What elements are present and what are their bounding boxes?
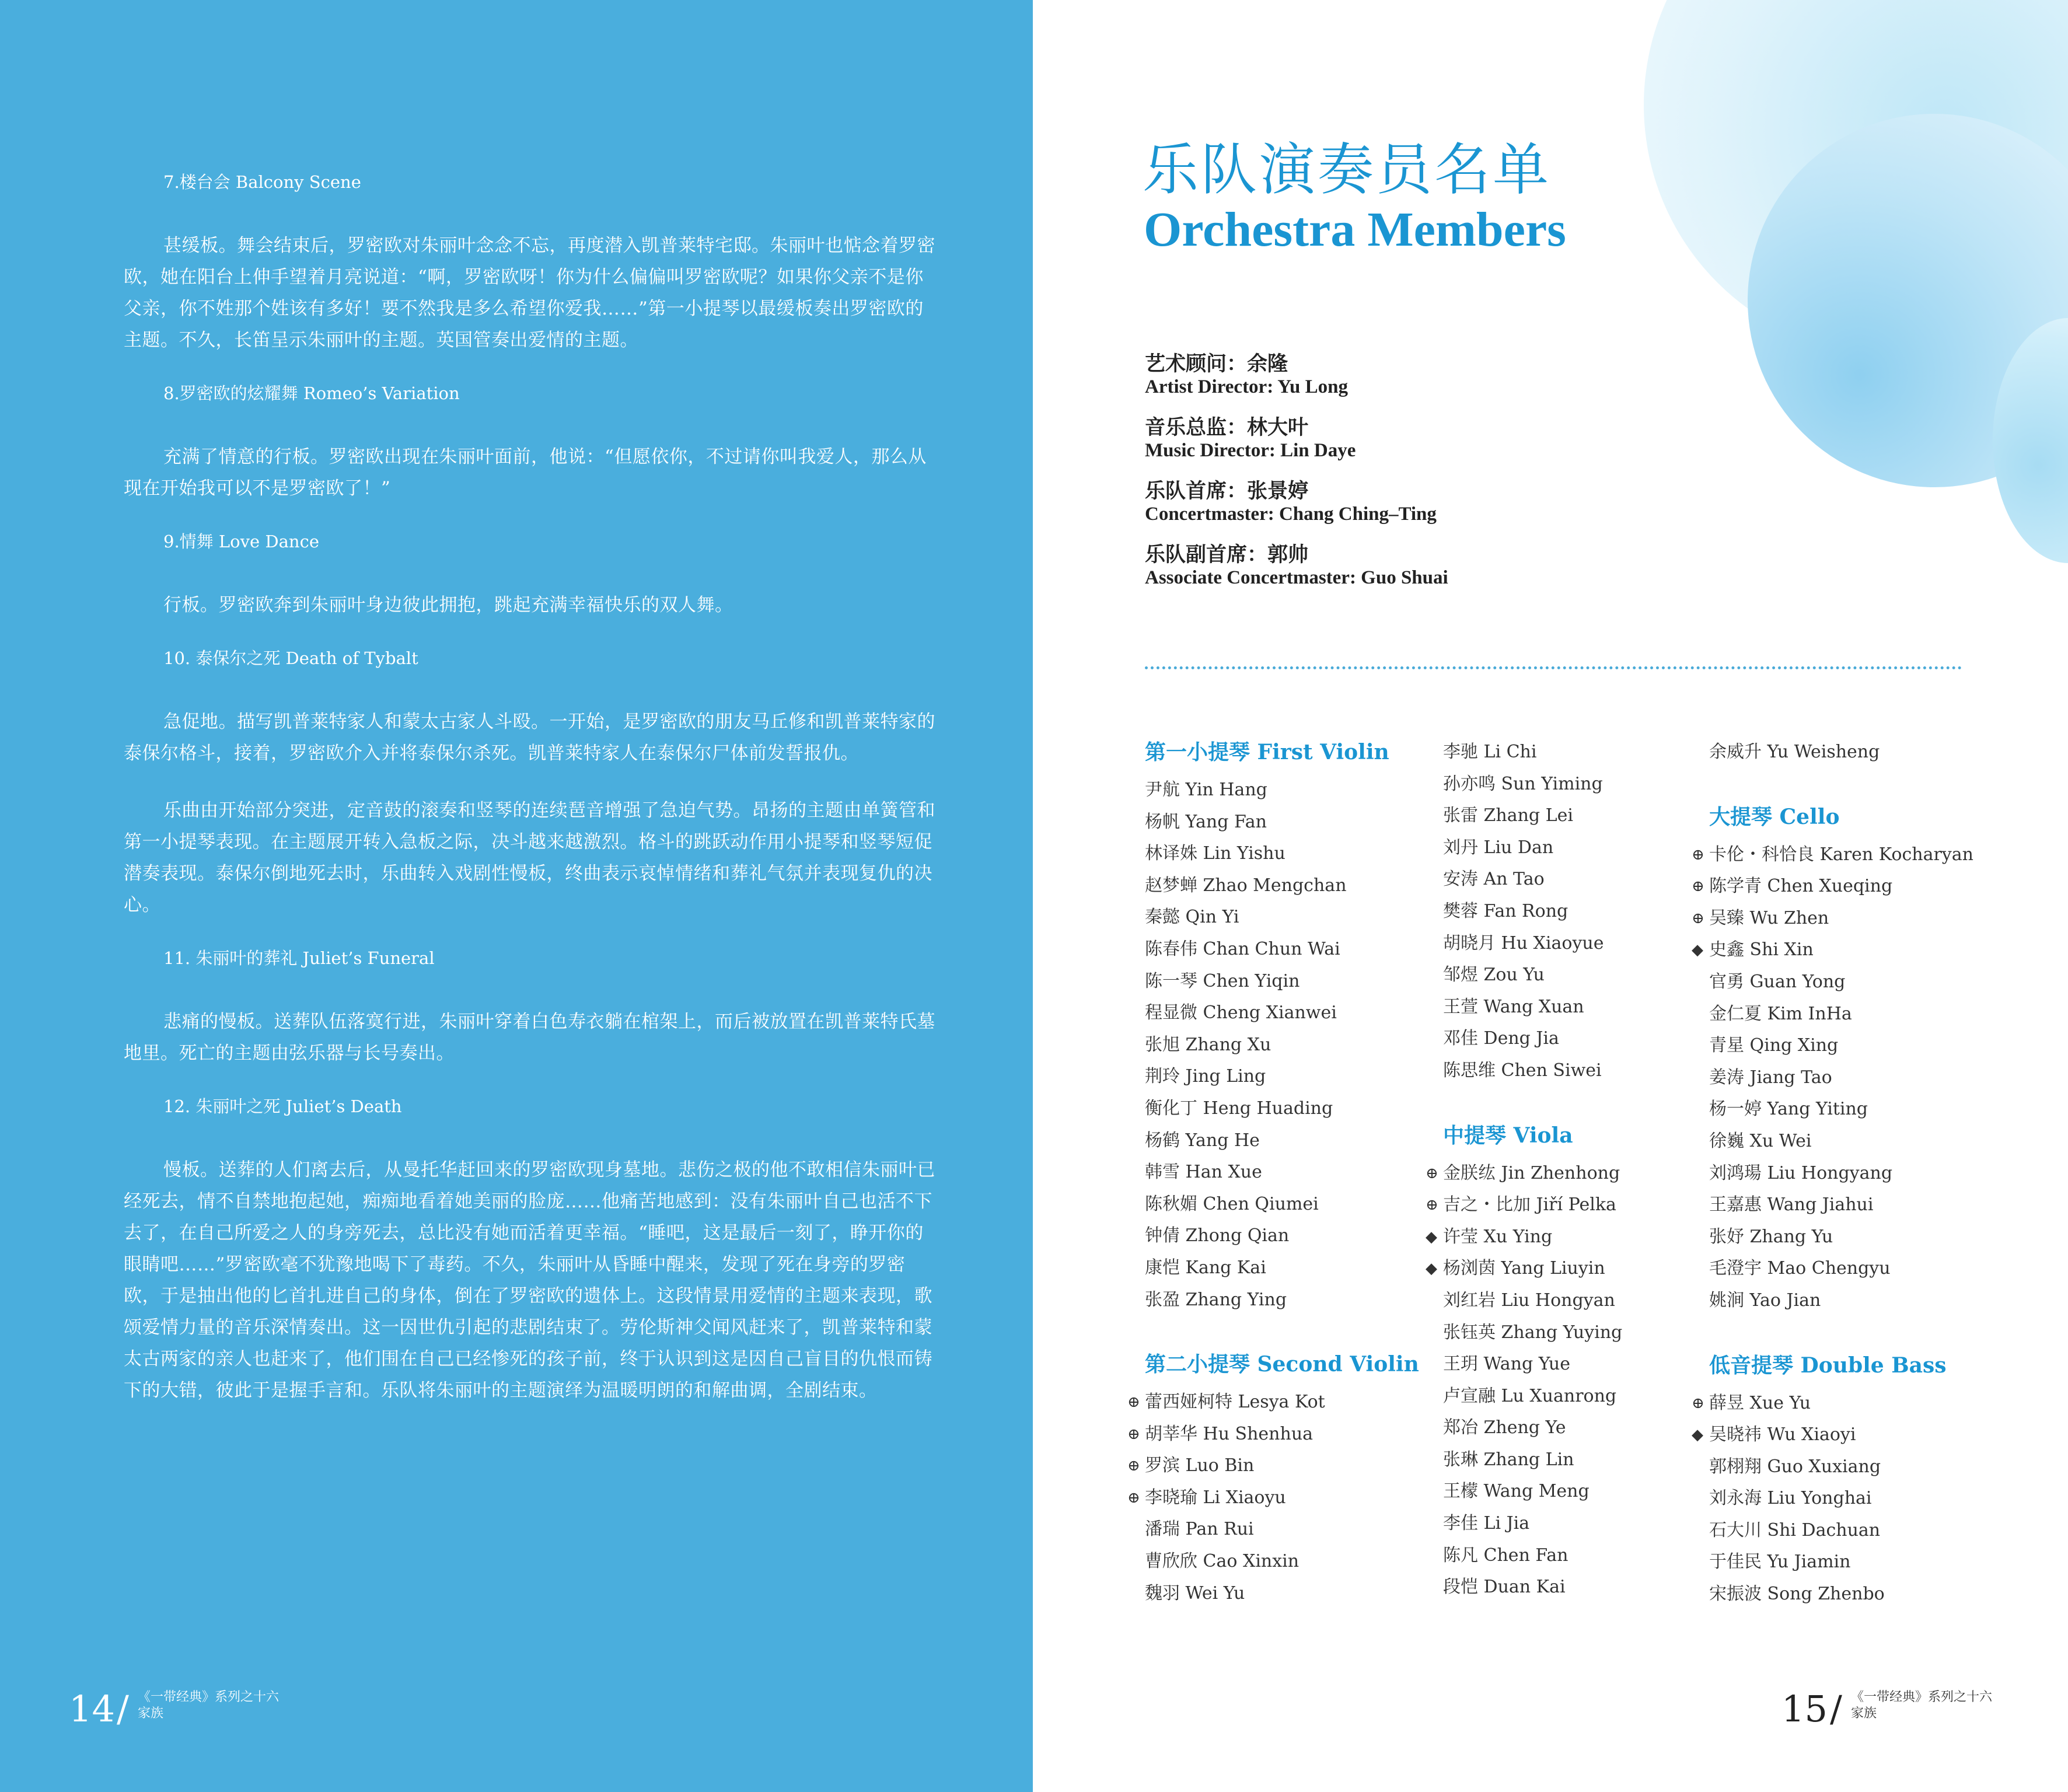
member-row (1709, 1158, 1989, 1190)
member-row (1443, 1349, 1723, 1381)
section-heading-cello: 大提琴 Cello (1709, 804, 1840, 829)
member-name: 魏羽 Wei Yu (1145, 1583, 1245, 1604)
member-name: 余威升 Yu Weisheng (1709, 742, 1880, 762)
circle-plus-marker-icon: ⊕ (1426, 1196, 1438, 1214)
member-name: 石大川 Shi Dachuan (1709, 1519, 1881, 1541)
member-row (1692, 1419, 1989, 1451)
member-row (1145, 1061, 1425, 1093)
member-name: 金仁夏 Kim InHa (1709, 1003, 1852, 1024)
member-name: 宋振波 Song Zhenbo (1709, 1584, 1885, 1605)
page-slash-right: / (1830, 1688, 1842, 1730)
member-row (1692, 839, 1989, 871)
member-row (1127, 1419, 1425, 1451)
member-row (1709, 1253, 1989, 1285)
member-row (1443, 896, 1723, 928)
member-name: 陈春伟 Chan Chun Wai (1145, 938, 1340, 959)
member-name: 钟倩 Zhong Qian (1145, 1225, 1290, 1246)
member-row (1145, 1093, 1425, 1125)
column-3 (1692, 736, 1989, 1611)
title-chinese: 乐队演奏员名单 (1143, 137, 1551, 202)
member-name: 张雷 Zhang Lei (1443, 805, 1573, 826)
diamond-marker-icon: ◆ (1692, 1426, 1703, 1444)
column-1 (1127, 736, 1425, 1609)
member-name: 刘永海 Liu Yonghai (1709, 1488, 1872, 1509)
movement-heading: 7.楼台会 Balcony Scene (163, 172, 361, 192)
member-name: 刘鸿瑒 Liu Hongyang (1709, 1162, 1893, 1183)
member-name: 姜涛 Jiang Tao (1709, 1067, 1832, 1088)
member-name: 金朕纮 Jin Zhenhong (1443, 1162, 1620, 1183)
member-row (1709, 1189, 1989, 1221)
left-page (0, 0, 1033, 1792)
member-row (1443, 1381, 1723, 1413)
member-name: 孙亦鸣 Sun Yiming (1443, 773, 1603, 794)
circle-plus-marker-icon: ⊕ (1692, 1394, 1704, 1412)
diamond-marker-icon: ◆ (1426, 1260, 1437, 1278)
member-row (1709, 736, 1989, 769)
circle-plus-marker-icon: ⊕ (1692, 878, 1704, 896)
member-name: 尹航 Yin Hang (1145, 780, 1267, 800)
series-line1: 《一带经典》系列之十六 (1851, 1690, 1993, 1704)
page-number-left: 14 (69, 1688, 115, 1730)
member-name: 陈一琴 Chen Yiqin (1145, 970, 1300, 991)
member-row (1145, 1546, 1425, 1578)
member-name: 刘丹 Liu Dan (1443, 837, 1554, 858)
member-row (1443, 1285, 1723, 1317)
movement-paragraph: 悲痛的慢板。送葬队伍落寞行进，朱丽叶穿着白色寿衣躺在棺架上，而后被放置在凯普莱特氏墓地里。死亡的主题由弦乐器与长号奏出。 (124, 1011, 935, 1064)
member-name: 罗滨 Luo Bin (1145, 1455, 1255, 1476)
member-name: 卡伦・科恰良 Karen Kocharyan (1709, 844, 1973, 865)
member-row (1443, 1023, 1723, 1055)
section-heading-first-violin: 第一小提琴 First Violin (1145, 740, 1389, 764)
member-name: 许莹 Xu Ying (1443, 1226, 1553, 1247)
member-name: 衡化丁 Heng Huading (1145, 1098, 1333, 1119)
circle-plus-marker-icon: ⊕ (1127, 1489, 1140, 1507)
director-entry (1145, 352, 1348, 398)
title-english: Orchestra Members (1144, 202, 1566, 257)
member-name: 刘红岩 Liu Hongyan (1443, 1290, 1615, 1311)
member-name: 杨鹤 Yang He (1145, 1130, 1260, 1151)
member-row (1443, 1540, 1723, 1572)
member-name: 蕾西娅柯特 Lesya Kot (1145, 1392, 1325, 1413)
member-name: 王嘉惠 Wang Jiahui (1709, 1194, 1874, 1215)
movement-heading: 11. 朱丽叶的葬礼 Juliet’s Funeral (163, 948, 435, 968)
member-row (1709, 998, 1989, 1031)
diamond-marker-icon: ◆ (1426, 1228, 1437, 1246)
director-cn: 艺术顾问：余隆 (1145, 352, 1288, 376)
member-name: 潘瑞 Pan Rui (1145, 1519, 1254, 1540)
page-number-right: 15 (1781, 1688, 1828, 1730)
member-name: 姚涧 Yao Jian (1709, 1290, 1821, 1311)
member-row (1692, 934, 1989, 966)
member-row (1443, 1317, 1723, 1349)
member-name: 吴臻 Wu Zhen (1709, 907, 1829, 928)
member-name: 张妤 Zhang Yu (1709, 1226, 1833, 1247)
dotted-divider (1145, 666, 1962, 669)
member-name: 官勇 Guan Yong (1709, 971, 1846, 992)
member-row (1145, 966, 1425, 998)
member-row (1443, 800, 1723, 832)
member-row (1709, 1094, 1989, 1126)
director-cn: 音乐总监：林大叶 (1145, 415, 1309, 439)
circle-plus-marker-icon: ⊕ (1426, 1164, 1438, 1182)
member-name: 陈思维 Chen Siwei (1443, 1060, 1602, 1081)
member-name: 李晓瑜 Li Xiaoyu (1145, 1487, 1286, 1508)
member-row (1145, 1125, 1425, 1157)
series-line2: 家族 (1851, 1706, 1877, 1721)
section-gap (1709, 769, 1989, 801)
member-row (1443, 1444, 1723, 1476)
movement-paragraph: 行板。罗密欧奔到朱丽叶身边彼此拥抱，跳起充满幸福快乐的双人舞。 (163, 595, 733, 616)
movement-heading: 12. 朱丽叶之死 Juliet’s Death (163, 1096, 402, 1116)
member-name: 秦懿 Qin Yi (1145, 907, 1239, 928)
movement-paragraph: 慢板。送葬的人们离去后，从曼托华赶回来的罗密欧现身墓地。悲伤之极的他不敢相信朱丽叶已经死去，情不自禁地抱起她，痴痴地看着她美丽的脸庞……他痛苦地感到：没有朱丽叶自己也活不下去了，在自己所爱之人的身旁死去，总比没有她而活着更幸福。“睡吧，这是最后一刻了，睁开你的眼睛吧……”罗密欧毫不犹豫地喝下了毒药。不久，朱丽叶从昏睡中醒来，发现了死在身旁的罗密欧，于是抽出他的匕首扎进自己的身体，倒在了罗密欧的遗体上。这段情景用爱情的主题来表现，歌颂爱情力量的音乐深情奏出。这一因世仇引起的悲剧结束了。劳伦斯神父闻风赶来了，凯普莱特和蒙太古两家的亲人也赶来了，他们围在自己已经惨死的孩子前，终于认识到这是因自己盲目的仇恨而铸下的大错，彼此于是握手言和。乐队将朱丽叶的主题演绎为温暖明朗的和解曲调，全剧结束。 (124, 1159, 935, 1401)
member-name: 陈凡 Chen Fan (1443, 1545, 1569, 1566)
member-name: 林译姝 Lin Yishu (1145, 843, 1285, 864)
member-row (1127, 1386, 1425, 1419)
member-name: 杨帆 Yang Fan (1145, 811, 1267, 832)
member-row (1443, 991, 1723, 1023)
member-row (1145, 1029, 1425, 1061)
member-row (1443, 736, 1723, 769)
member-name: 张琳 Zhang Lin (1443, 1449, 1574, 1470)
series-line2: 家族 (138, 1706, 164, 1721)
member-name: 张旭 Zhang Xu (1145, 1034, 1271, 1055)
circle-plus-marker-icon: ⊕ (1127, 1393, 1140, 1412)
section-gap (1709, 1317, 1989, 1350)
program-notes (124, 170, 941, 1432)
section-heading-second-violin: 第二小提琴 Second Violin (1145, 1352, 1419, 1377)
director-cn: 乐队首席：张景婷 (1145, 479, 1309, 503)
member-name: 韩雪 Han Xue (1145, 1162, 1262, 1183)
member-row (1127, 1450, 1425, 1482)
series-line1: 《一带经典》系列之十六 (138, 1690, 280, 1704)
member-row (1145, 934, 1425, 966)
member-name: 张钰英 Zhang Yuying (1443, 1322, 1623, 1343)
movement-paragraph: 急促地。描写凯普莱特家人和蒙太古家人斗殴。一开始，是罗密欧的朋友马丘修和凯普莱特家的泰保尔格斗，接着，罗密欧介入并将泰保尔杀死。凯普莱特家人在泰保尔尸体前发誓报仇。 (124, 711, 935, 764)
member-name: 薛昱 Xue Yu (1709, 1392, 1811, 1413)
movement-paragraph: 充满了情意的行板。罗密欧出现在朱丽叶面前，他说：“但愿依你，不过请你叫我爱人，那么从现在开始我可以不是罗密欧了！” (124, 446, 927, 499)
member-name: 王檬 Wang Meng (1443, 1481, 1590, 1502)
member-name: 李佳 Li Jia (1443, 1513, 1530, 1534)
circle-plus-marker-icon: ⊕ (1127, 1457, 1140, 1475)
member-name: 徐巍 Xu Wei (1709, 1130, 1812, 1151)
member-row (1145, 1252, 1425, 1284)
member-name: 胡莘华 Hu Shenhua (1145, 1423, 1314, 1444)
member-name: 张盈 Zhang Ying (1145, 1289, 1287, 1310)
circle-plus-marker-icon: ⊕ (1692, 846, 1704, 864)
member-row (1692, 871, 1989, 903)
section-gap (1145, 1316, 1425, 1349)
member-name: 吉之・比加 Jiří Pelka (1443, 1194, 1616, 1215)
member-row (1709, 1451, 1989, 1483)
member-row (1709, 1578, 1989, 1611)
member-row (1145, 838, 1425, 870)
member-name: 王玥 Wang Yue (1443, 1354, 1570, 1375)
section-heading-double-bass: 低音提琴 Double Bass (1709, 1353, 1947, 1378)
member-name: 王萱 Wang Xuan (1443, 996, 1584, 1017)
member-row (1443, 769, 1723, 801)
member-name: 程显微 Cheng Xianwei (1145, 1002, 1337, 1023)
member-row (1426, 1253, 1723, 1285)
member-name: 康恺 Kang Kai (1145, 1257, 1266, 1278)
member-name: 赵梦蝉 Zhao Mengchan (1145, 875, 1347, 896)
member-row (1145, 806, 1425, 839)
circle-plus-marker-icon: ⊕ (1127, 1425, 1140, 1443)
member-row (1443, 928, 1723, 960)
member-row (1145, 870, 1425, 902)
member-name: 于佳民 Yu Jiamin (1709, 1552, 1851, 1573)
movement-paragraph: 乐曲由开始部分突进，定音鼓的滚奏和竖琴的连续琶音增强了急迫气势。昂扬的主题由单簧管和第一小提琴表现。在主题展开转入急板之际，决斗越来越激烈。格斗的跳跃动作用小提琴和竖琴短促潜奏表现。泰保尔倒地死去时，乐曲转入戏剧性慢板，终曲表示哀悼情绪和葬礼气氛并表现复仇的决心。 (124, 800, 935, 916)
member-row (1709, 1062, 1989, 1094)
member-name: 安涛 An Tao (1443, 869, 1545, 890)
member-row (1692, 903, 1989, 935)
member-row (1127, 1482, 1425, 1514)
member-name: 杨一婷 Yang Yiting (1709, 1099, 1868, 1120)
director-entry (1145, 480, 1437, 525)
column-2 (1426, 736, 1723, 1604)
member-row (1145, 1157, 1425, 1189)
member-row (1692, 1388, 1989, 1420)
member-row (1145, 1220, 1425, 1252)
member-name: 邹煜 Zou Yu (1443, 965, 1545, 986)
series-note-right (1851, 1689, 1992, 1722)
page-slash-left: / (117, 1688, 129, 1730)
director-entry (1145, 416, 1356, 462)
member-row (1709, 1285, 1989, 1317)
member-row (1443, 1055, 1723, 1087)
member-name: 郭栩翔 Guo Xuxiang (1709, 1456, 1881, 1477)
director-entry (1145, 543, 1448, 589)
member-name: 毛澄宇 Mao Chengyu (1709, 1258, 1891, 1279)
member-row (1709, 1515, 1989, 1547)
member-row (1145, 774, 1425, 806)
member-row (1443, 864, 1723, 896)
member-row (1443, 1476, 1723, 1508)
member-name: 郑冶 Zheng Ye (1443, 1417, 1566, 1438)
series-note-left (138, 1689, 279, 1722)
member-name: 荆玲 Jing Ling (1145, 1066, 1266, 1087)
movement-paragraph: 甚缓板。舞会结束后，罗密欧对朱丽叶念念不忘，再度潜入凯普莱特宅邸。朱丽叶也惦念着罗密欧，她在阳台上伸手望着月亮说道：“啊，罗密欧呀！你为什么偏偏叫罗密欧呢？如果你父亲不是你父亲，你不姓那个姓该有多好！要不然我是多么希望你爱我……”第一小提琴以最缓板奏出罗密欧的主题。不久，长笛呈示朱丽叶的主题。英国管奏出爱情的主题。 (124, 235, 935, 351)
member-row (1145, 1284, 1425, 1316)
member-name: 段恺 Duan Kai (1443, 1577, 1566, 1598)
member-name: 卢宣融 Lu Xuanrong (1443, 1385, 1617, 1406)
member-name: 胡晓月 Hu Xiaoyue (1443, 932, 1604, 953)
member-row (1145, 1578, 1425, 1610)
member-name: 史鑫 Shi Xin (1709, 939, 1814, 960)
member-row (1709, 1221, 1989, 1253)
member-row (1145, 997, 1425, 1029)
member-row (1426, 1158, 1723, 1190)
member-row (1709, 966, 1989, 998)
movement-heading: 10. 泰保尔之死 Death of Tybalt (163, 648, 418, 668)
director-cn: 乐队副首席：郭帅 (1145, 543, 1309, 567)
member-name: 邓佳 Deng Jia (1443, 1028, 1559, 1049)
member-row (1443, 1412, 1723, 1444)
member-row (1145, 1514, 1425, 1546)
right-page (1033, 0, 2068, 1792)
section-heading-viola: 中提琴 Viola (1443, 1123, 1573, 1148)
member-name: 青星 Qing Xing (1709, 1035, 1839, 1056)
member-row (1426, 1221, 1723, 1253)
member-name: 吴晓祎 Wu Xiaoyi (1709, 1424, 1856, 1445)
member-row (1145, 1189, 1425, 1221)
diamond-marker-icon: ◆ (1692, 941, 1703, 959)
director-en: Music Director: Lin Daye (1145, 440, 1356, 461)
member-name: 樊蓉 Fan Rong (1443, 900, 1569, 921)
member-row (1145, 902, 1425, 934)
member-row (1443, 959, 1723, 991)
member-row (1709, 1546, 1989, 1578)
director-en: Artist Director: Yu Long (1145, 376, 1348, 397)
member-row (1426, 1189, 1723, 1221)
member-row (1443, 1508, 1723, 1540)
member-name: 杨浏茵 Yang Liuyin (1443, 1258, 1605, 1279)
member-name: 陈秋媚 Chen Qiumei (1145, 1193, 1319, 1214)
member-row (1443, 832, 1723, 864)
member-name: 陈学青 Chen Xueqing (1709, 876, 1893, 897)
member-row (1709, 1126, 1989, 1158)
member-name: 李驰 Li Chi (1443, 742, 1537, 762)
director-en: Concertmaster: Chang Ching–Ting (1145, 504, 1437, 525)
movement-heading: 8.罗密欧的炫耀舞 Romeo’s Variation (163, 383, 460, 403)
member-name: 曹欣欣 Cao Xinxin (1145, 1551, 1300, 1572)
member-row (1443, 1571, 1723, 1604)
movement-heading: 9.情舞 Love Dance (163, 532, 319, 551)
section-gap (1443, 1087, 1723, 1120)
member-row (1709, 1030, 1989, 1062)
member-row (1709, 1483, 1989, 1515)
director-en: Associate Concertmaster: Guo Shuai (1145, 567, 1448, 588)
circle-plus-marker-icon: ⊕ (1692, 909, 1704, 927)
